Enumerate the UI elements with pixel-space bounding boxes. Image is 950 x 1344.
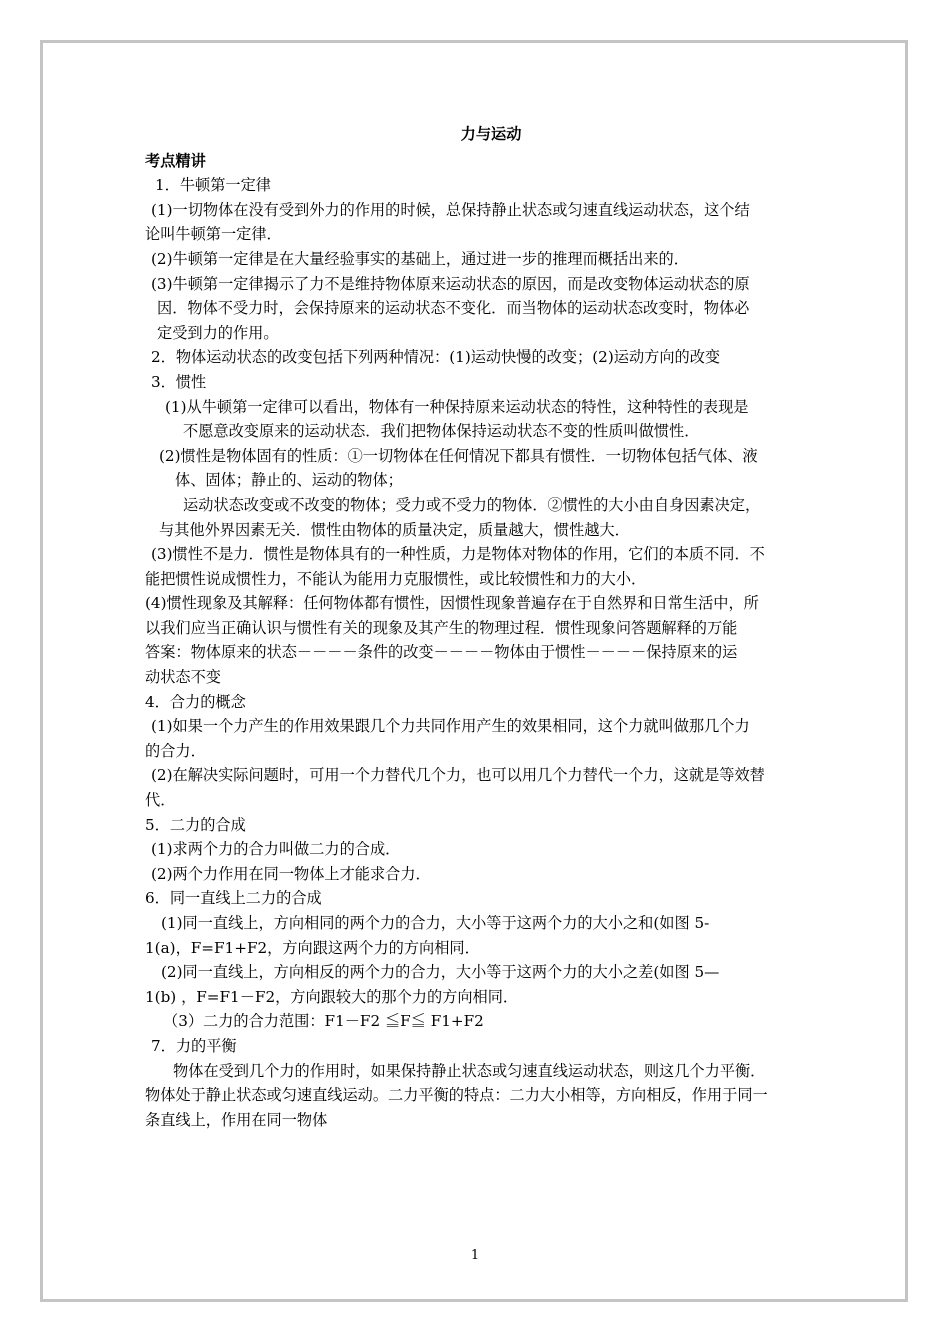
text-line: (3)牛顿第一定律揭示了力不是维持物体原来运动状态的原因，而是改变物体运动状态的原 — [151, 274, 750, 293]
text-line: (1)一切物体在没有受到外力的作用的时候，总保持静止状态或匀速直线运动状态，这个结 — [151, 200, 750, 219]
text-line: (3)惯性不是力．惯性是物体具有的一种性质，力是物体对物体的作用，它们的本质不同．不 — [151, 545, 765, 564]
page-title: 力与运动 — [460, 125, 522, 143]
text-line: 因．物体不受力时，会保持原来的运动状态不变化．而当物体的运动状态改变时，物体必 — [157, 299, 750, 318]
text-line: (2)在解决实际问题时，可用一个力替代几个力，也可以用几个力替代一个力，这就是等效替 — [151, 766, 765, 785]
text-line: (1)如果一个力产生的作用效果跟几个力共同作用产生的效果相同，这个力就叫做那几个力 — [151, 717, 750, 736]
text-line: 6．同一直线上二力的合成 — [145, 889, 322, 908]
page-number: 1 — [470, 1248, 480, 1263]
text-line: 体、固体；静止的、运动的物体； — [175, 471, 403, 490]
text-line: (1)求两个力的合力叫做二力的合成． — [151, 840, 401, 859]
section-heading: 考点精讲 — [145, 151, 206, 170]
text-line: 1．牛顿第一定律 — [155, 176, 271, 195]
text-line: 1(b) ，F=F1－F2，方向跟较大的那个力的方向相同． — [145, 987, 519, 1006]
text-line: (4)惯性现象及其解释：任何物体都有惯性，因惯性现象普遍存在于自然界和日常生活中，所 — [145, 594, 759, 613]
text-line: 答案：物体原来的状态－－－－条件的改变－－－－物体由于惯性－－－－保持原来的运 — [145, 643, 738, 662]
text-line: 物体在受到几个力的作用时，如果保持静止状态或匀速直线运动状态，则这几个力平衡． — [173, 1061, 766, 1080]
text-line: 代． — [145, 791, 176, 810]
text-line: 4．合力的概念 — [145, 692, 246, 711]
text-line: 的合力． — [145, 741, 206, 760]
text-line: (1)同一直线上，方向相同的两个力的合力，大小等于这两个力的大小之和(如图 5- — [161, 914, 710, 932]
text-line: 7．力的平衡 — [151, 1036, 237, 1055]
text-line: (2)两个力作用在同一物体上才能求合力． — [151, 864, 431, 883]
document-body — [145, 122, 807, 1132]
text-line: 1(a)，F=F1+F2，方向跟这两个力的方向相同． — [145, 938, 480, 957]
text-line: （3）二力的合力范围：F1－F2 ≦F≦ F1+F2 — [163, 1012, 484, 1031]
text-line: 物体处于静止状态或匀速直线运动。二力平衡的特点：二力大小相等，方向相反，作用于同一 — [145, 1086, 768, 1105]
text-line: 2．物体运动状态的改变包括下列两种情况：(1)运动快慢的改变；(2)运动方向的改变 — [151, 348, 721, 367]
text-line: (2)惯性是物体固有的性质：①一切物体在任何情况下都具有惯性．一切物体包括气体、液 — [159, 446, 758, 465]
text-line: 运动状态改变或不改变的物体；受力或不受力的物体．②惯性的大小由自身因素决定， — [183, 495, 761, 514]
text-line: (1)从牛顿第一定律可以看出，物体有一种保持原来运动状态的特性，这种特性的表现是 — [165, 397, 749, 416]
text-line: (2)同一直线上，方向相反的两个力的合力，大小等于这两个力的大小之差(如图 5— — [161, 963, 720, 982]
text-line: 与其他外界因素无关．惯性由物体的质量决定，质量越大，惯性越大． — [159, 520, 630, 539]
text-line: 以我们应当正确认识与惯性有关的现象及其产生的物理过程．惯性现象问答题解释的万能 — [145, 618, 738, 637]
text-line: (2)牛顿第一定律是在大量经验事实的基础上，通过进一步的推理而概括出来的． — [151, 249, 689, 268]
text-line: 3．惯性 — [151, 372, 207, 391]
text-line: 5．二力的合成 — [145, 815, 246, 834]
text-line: 动状态不变 — [145, 668, 221, 687]
text-line: 定受到力的作用。 — [157, 323, 279, 342]
text-line: 条直线上，作用在同一物体 — [145, 1110, 328, 1129]
text-line: 不愿意改变原来的运动状态．我们把物体保持运动状态不变的性质叫做惯性． — [183, 422, 700, 441]
text-line: 论叫牛顿第一定律． — [145, 225, 282, 244]
text-line: 能把惯性说成惯性力，不能认为能用力克服惯性，或比较惯性和力的大小． — [145, 569, 647, 588]
